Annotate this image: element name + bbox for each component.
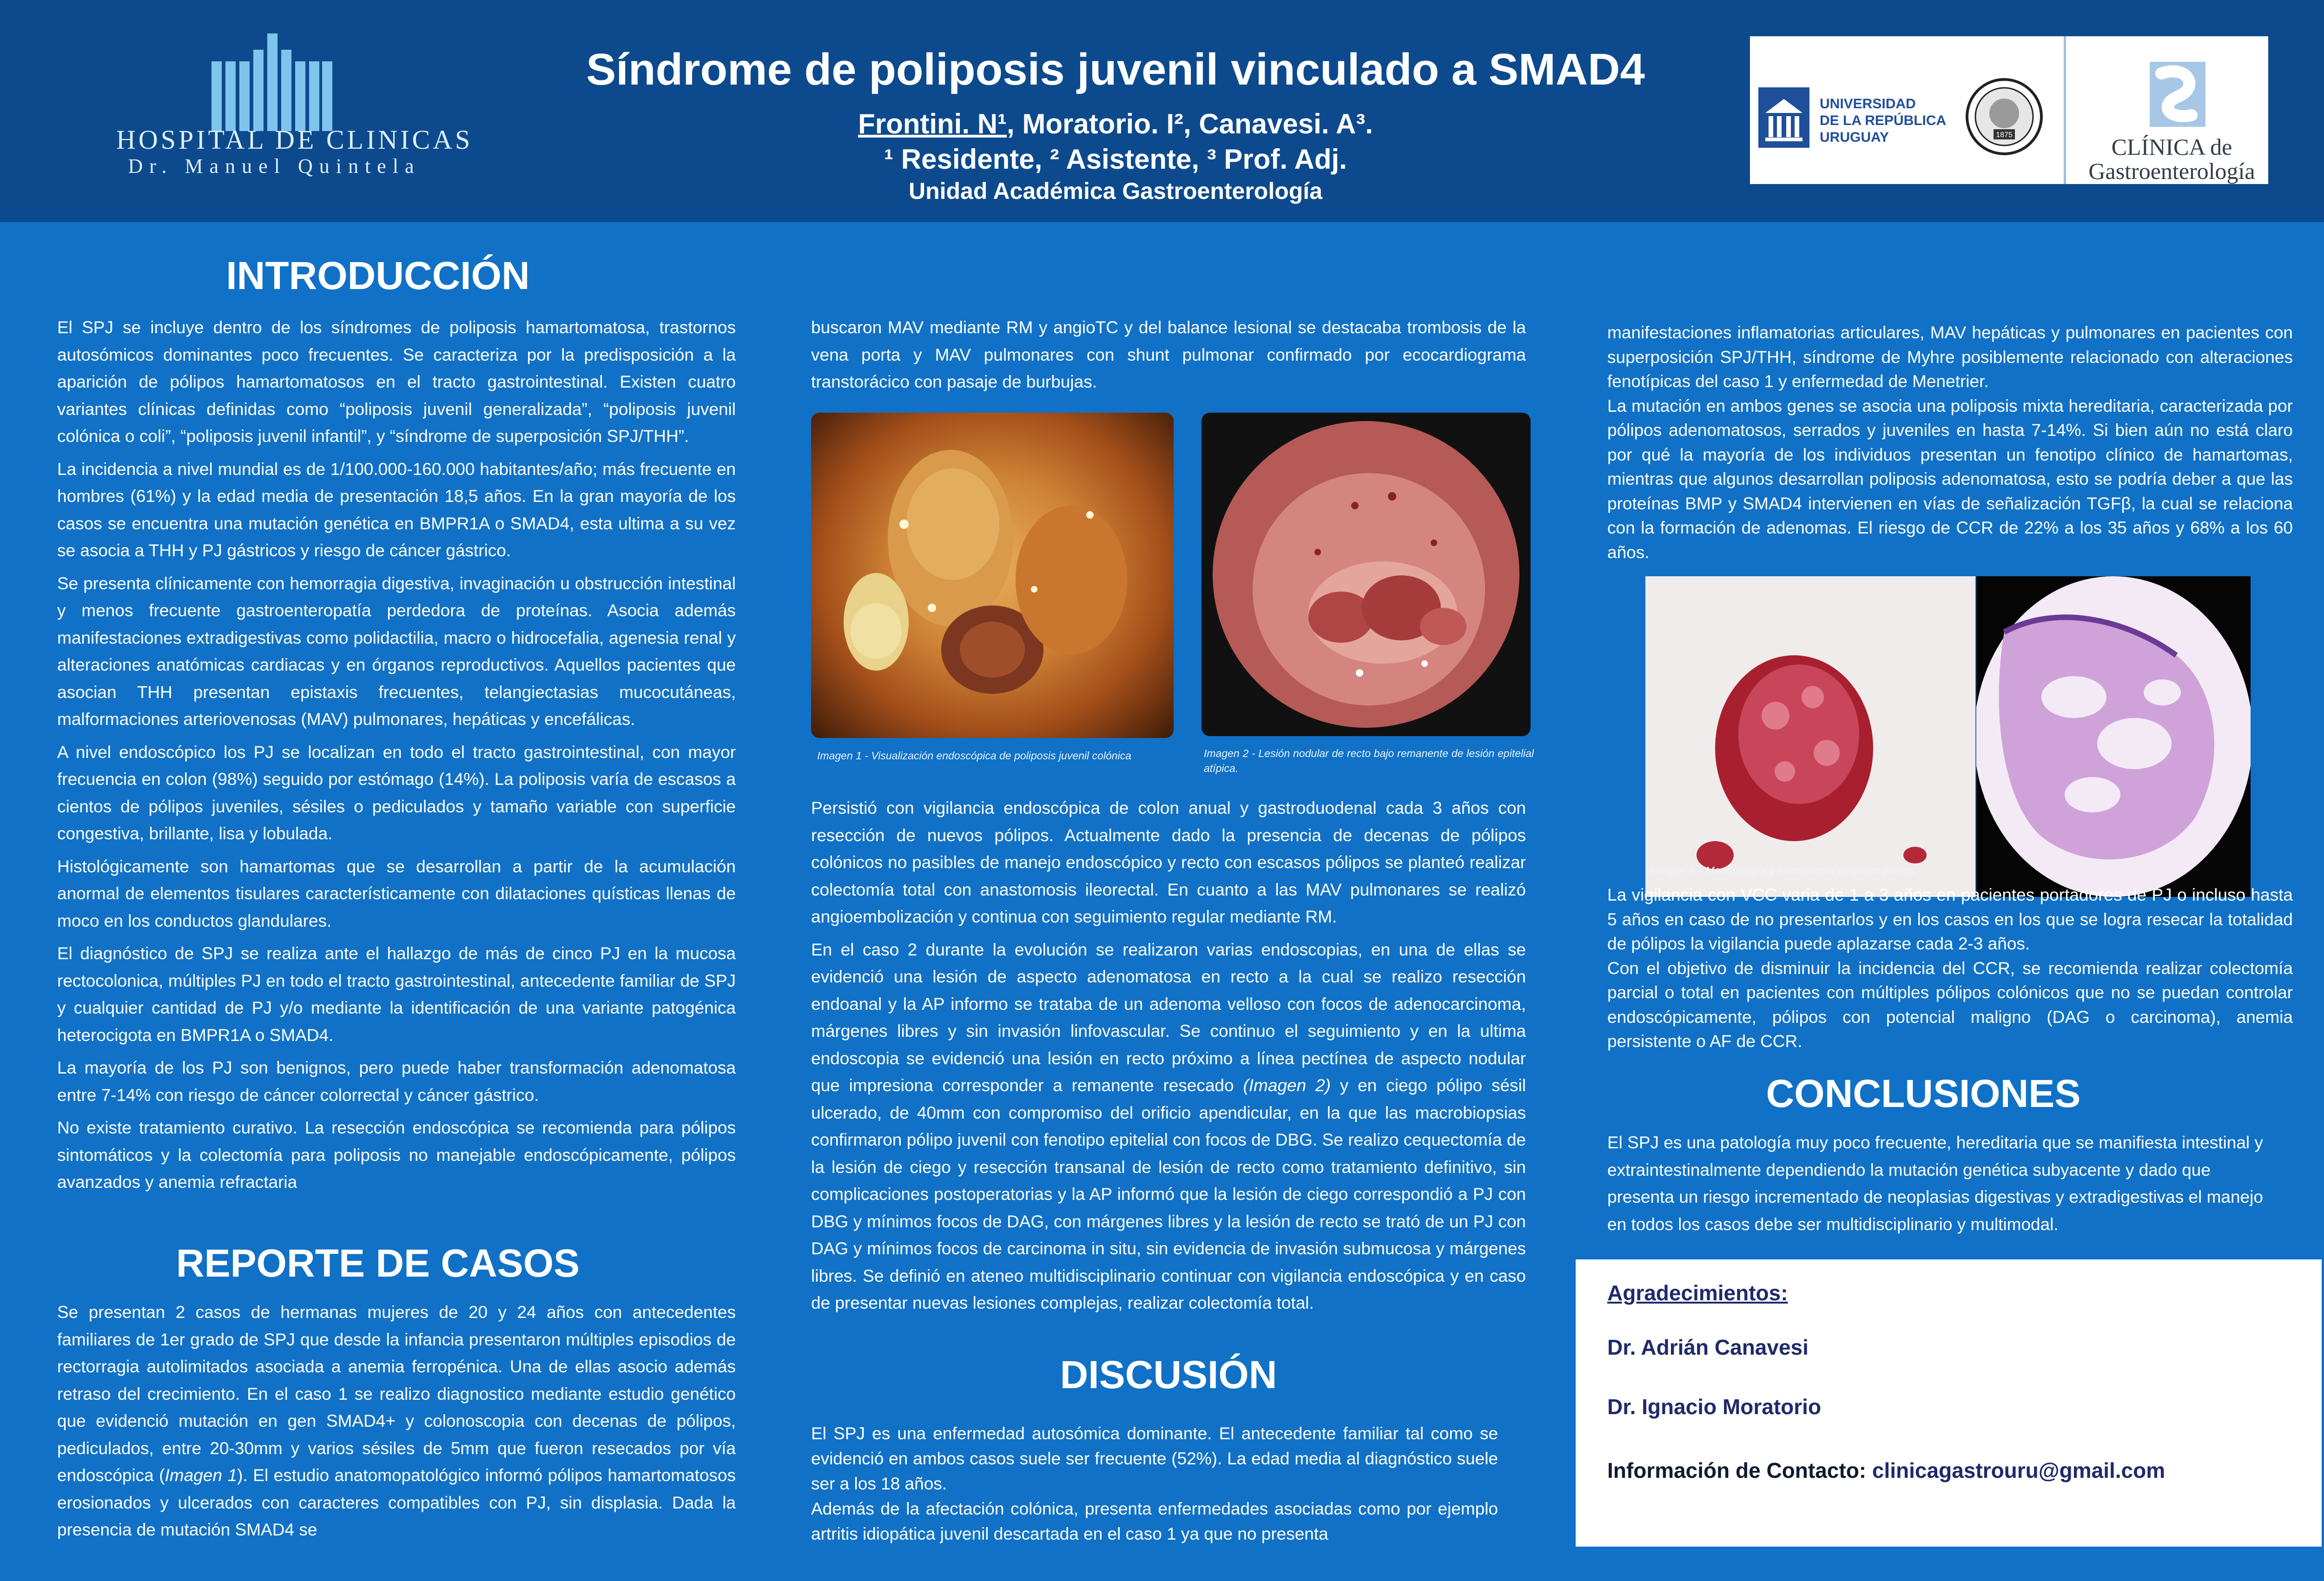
case-paragraph: En el caso 2 durante la evolución se realizaron varias endoscopias, en una de ellas se evidenció una lesión de aspecto adenomatosa en recto a la cual se realizo resección endoanal y la AP informo se trataba de un adenoma velloso con focos de adenocarcinoma, márgenes libres y sin invasión linfovascular. Se continuo el seguimiento y en la ultima endoscopia se evidenció una lesión en recto próximo a línea pectínea de aspecto nodular que impresiona corresponder a remanente resecado (Imagen 2) y en ciego pólipo sésil ulcerado, de 40mm con compromiso del orificio apendicular, en la que las macrobiopsias confirmaron pólipo juvenil con fenotipo epitelial con focos de DBG. Se realizo cequectomía de la lesión de ciego y resección transanal de lesión de recto como tratamiento definitivo, sin complicaciones postoperatorias y la AP informó que la lesión de ciego correspondió a PJ con DBG y mínimos focos de DAG, con márgenes libres y la lesión de recto se trató de un PJ con DAG y mínimos focos de carcinoma in situ, sin evidencia de invasión submucosa y márgenes libres. Se definió en ateneo multidisciplinario continuar con vigilancia endoscópica y en caso de presentar nuevas lesiones complejas, realizar colectomía total. <box>811 940 1526 1312</box>
other-authors: , Moratorio. I², Canavesi. A³. <box>1007 108 1373 139</box>
intro-paragraph: A nivel endoscópico los PJ se localizan en todo el tracto gastrointestinal, con mayor frecuencia en colon (98%) seguido por estómago (14%). La poliposis varía de escasos a cientos de pólipos juveniles, sésiles o pediculados y tamaño variable con superficie congestiva, brillante, lisa y lobulada. <box>57 742 736 843</box>
cases-text <box>57 1299 736 1544</box>
contact-info: Información de Contacto: clinicagastrouru@gmail.com <box>1607 1458 2166 1482</box>
macroscopy-image <box>1645 576 1975 897</box>
ack-name: Dr. Ignacio Moratorio <box>1607 1395 1822 1419</box>
clinic-logo-icon <box>2140 55 2219 134</box>
first-author: Frontini. N¹ <box>858 108 1007 139</box>
discussion-text-2: La vigilancia con VCC varia de 1 a 3 años en pacientes portadores de PJ o incluso hasta 5 años en caso de no presentarlos y en los casos en los que se logra resecar la totalidad de pólipos la vigilancia puede aplazarse cada 2-3 años. Con el objetivo de disminuir la incidencia del CCR, se recomienda realizar colectomía parcial o total en pacientes con múltiples pólipos colónicos que no se puedan controlar endoscópicamente, pólipos con potencial maligno (DAG o carcinoma), anemia persistente o AF de CCR. <box>1607 885 2293 1051</box>
intro-paragraph: No existe tratamiento curativo. La resección endoscópica se recomienda para pólipos sintomáticos y la colectomía para poliposis no manejable endoscópicamente, pólipos avanzados y anemia refractaria <box>57 1118 736 1192</box>
conclusions-heading: CONCLUSIONES <box>1766 1072 2081 1115</box>
cases-heading: REPORTE DE CASOS <box>176 1241 580 1285</box>
endoscopy-image-2 <box>1202 413 1531 736</box>
cases-text-continued: buscaron MAV mediante RM y angioTC y del balance lesional se destacaba trombosis de la vena porta y MAV pulmonares con shunt pulmonar confirmado por ecocardiograma transtorácico con pasaje de burbujas. <box>811 318 1526 391</box>
discussion-heading: DISCUSIÓN <box>1060 1353 1277 1397</box>
university-crest-icon <box>1758 87 1809 148</box>
acknowledgements-box <box>1576 1259 2322 1547</box>
discussion-text-continued: manifestaciones inflamatorias articulares, MAV hepáticas y pulmonares en pacientes con superposición SPJ/THH, síndrome de Myhre posiblemente relacionado con alteraciones fenotípicas del caso 1 y enfermedad de Menetrier. La mutación en ambos genes se asocia una poliposis mixta hereditaria, caracterizada por pólipos adenomatosos, serrados y juveniles en hasta 7-14%. Si bien aún no está claro por qué la mayoría de los individuos presentan un fenotipo clínico de hamartomas, mientras que algunos desarrollan poliposis adenomatosa, esto se podría deber a que las proteínas BMP y SMAD4 intervienen en vías de señalización TGFβ, la cual se relaciona con la formación de adenomas. El riesgo de CCR de 22% a los 35 años y 68% a los 60 años. <box>1607 323 2293 562</box>
poster-title: Síndrome de poliposis juvenil vinculado a SMAD4 <box>586 45 1645 94</box>
microscopy-image <box>1976 576 2251 897</box>
institution-logos <box>1750 36 2268 184</box>
intro-paragraph: La incidencia a nivel mundial es de 1/100.000-160.000 habitantes/año; más frecuente en hombres (61%) y la edad media de presentación 18,5 años. En la gran mayoría de los casos se encuentra una mutación genética en BMPR1A o SMAD4, esta ultima a su vez se asocia a THH y PJ gástricos y riesgo de cáncer gástrico. <box>57 459 736 560</box>
intro-text <box>57 314 736 1202</box>
logo-divider <box>2064 36 2066 184</box>
case-paragraph: Se presentan 2 casos de hermanas mujeres de 20 y 24 años con antecedentes familiares de 1er grado de SPJ que desde la infancia presentaron múltiples episodios de rectorragia autolimitados asociada a anemia ferropénica. Una de ellas asocio además retraso del crecimiento. En el caso 1 se realizo diagnostico mediante estudio genético que evidenció mutación en gen SMAD4+ y colonoscopia con decenas de pólipos, pediculados, entre 20-30mm y varios sésiles de 5mm que fueron resecados por vía endoscópica (Imagen 1). El estudio anatomopatológico informó pólipos hamartomatosos erosionados y ulcerados con caracteres compatibles con PJ, sin displasia. Dada la presencia de mutación SMAD4 se <box>57 1303 736 1539</box>
conclusions-text: El SPJ es una patología muy poco frecuente, hereditaria que se manifiesta intestinal y extraintestinalmente dependiendo la mutación genética subyacente y dado que presenta un riesgo incrementado de neoplasias digestivas y extradigestivas el manejo en todos los casos debe ser multidisciplinario y multimodal. <box>1607 1133 2263 1234</box>
authors-line <box>511 108 1720 140</box>
discussion-text: El SPJ es una enfermedad autosómica dominante. El antecedente familiar tal como se evidenció en ambos casos suele ser frecuente (52%). La edad media al diagnóstico suele ser a los 18 años. Además de la afectación colónica, presenta enfermedades asociadas como por ejemplo artritis idiopática juvenil descartada en el caso 1 ya que no presenta <box>811 1424 1498 1543</box>
academic-unit: Unidad Académica Gastroenterología <box>908 178 1323 204</box>
cases-text-2 <box>811 795 1526 1323</box>
ack-name: Dr. Adrián Canavesi <box>1607 1335 1809 1359</box>
hospital-subtitle: Dr. Manuel Quintela <box>128 155 421 178</box>
image-3-caption: Imagen 3 – Macroscopia y microscopia de pólipo juvenil. . <box>1649 864 1923 876</box>
hospital-logo <box>116 29 473 178</box>
author-roles: ¹ Residente, ² Asistente, ³ Prof. Adj. <box>884 144 1347 175</box>
intro-paragraph: La mayoría de los PJ son benignos, pero puede haber transformación adenomatosa entre 7-14% con riesgo de cáncer colorrectal y cáncer gástrico. <box>57 1058 736 1105</box>
intro-paragraph: Se presenta clínicamente con hemorragia digestiva, invaginación u obstrucción intestinal y menos frecuente gastroenteropatía perdedora de proteínas. Asocia además manifestaciones extradigestivas como polidactilia, macro o hidrocefalia, agenesia renal y alteraciones anatómicas cardiacas y en órganos reproductivos. Aquellos pacientes que asocian THH presentan epistaxis frecuentes, telangiectasias mucocutáneas, malformaciones arteriovenosas (MAV) pulmonares, hepáticas y encefálicas. <box>57 573 736 729</box>
contact-email[interactable]: clinicagastrouru@gmail.com <box>1872 1458 2166 1482</box>
hospital-logo-icon <box>211 33 332 131</box>
intro-paragraph: Histológicamente son hamartomas que se desarrollan a partir de la acumulación anormal de elementos tisulares característicamente con dilataciones quísticas llenas de moco en los conductos glandulares. <box>57 856 736 930</box>
acknowledgements-title: Agradecimientos: <box>1607 1281 1788 1305</box>
intro-paragraph: El diagnóstico de SPJ se realiza ante el hallazgo de más de cinco PJ en la mucosa rectocolonica, múltiples PJ en todo el tracto gastrointestinal, antecedente familiar de SPJ y cualquier cantidad de PJ y/o mediante la identificación de una variante patogénica heterocigota en BMPR1A o SMAD4. <box>57 944 736 1045</box>
endoscopy-image-1 <box>811 413 1174 738</box>
faculty-seal-icon <box>1965 77 2044 156</box>
university-name: UNIVERSIDAD DE LA REPÚBLICA URUGUAY <box>1820 96 1947 145</box>
clinic-name: CLÍNICA de Gastroenterología <box>2088 134 2255 184</box>
intro-paragraph: El SPJ se incluye dentro de los síndromes de poliposis hamartomatosa, trastornos autosómicos dominantes poco frecuentes. Se caracteriza por la predisposición a la aparición de pólipos hamartomatosos en el tracto gastrointestinal. Existen cuatro variantes clínicas definidas como “poliposis juvenil generalizada”, “poliposis juvenil colónica o coli”, “poliposis juvenil infantil”, y “síndrome de superposición SPJ/THH”. <box>57 318 736 446</box>
intro-heading: INTRODUCCIÓN <box>226 254 530 297</box>
image-1-caption: Imagen 1 - Visualización endoscópica de poliposis juvenil colónica <box>817 750 1131 762</box>
svg-text:1875: 1875 <box>1996 131 2013 139</box>
image-2-caption: Imagen 2 - Lesión nodular de recto bajo remanente de lesión epitelial atípica. <box>1204 747 1534 774</box>
hospital-name: HOSPITAL DE CLINICAS <box>116 125 473 155</box>
case-paragraph: Persistió con vigilancia endoscópica de colon anual y gastroduodenal cada 3 años con resección de nuevos pólipos. Actualmente dado la presencia de decenas de pólipos colónicos no pasibles de manejo endoscópico y recto con escasos pólipos se planteó realizar colectomía total con anastomosis ileorectal. En cuanto a las MAV pulmonares se realizó angioembolización y continua con seguimiento regular mediante RM. <box>811 798 1526 926</box>
